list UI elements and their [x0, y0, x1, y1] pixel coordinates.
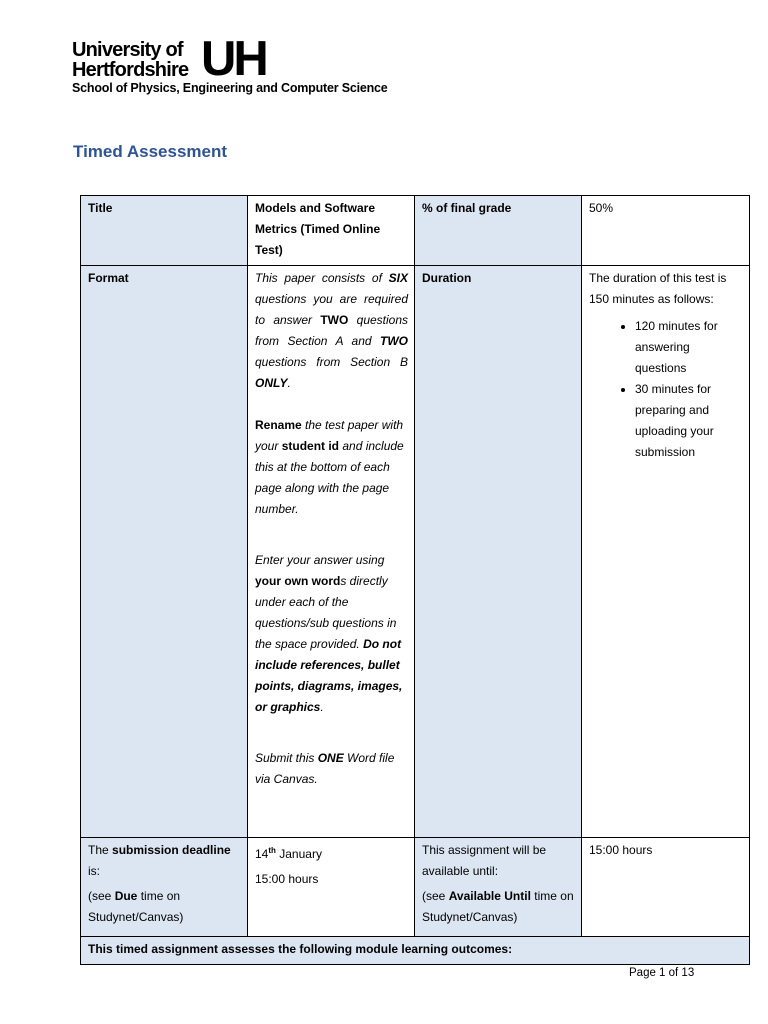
university-name: [72, 40, 188, 80]
availability-label: This assignment will be available until: (see Available Until time on Studynet/Canvas): [415, 838, 582, 937]
school-name: School of Physics, Engineering and Computer Science: [72, 81, 388, 95]
format-paragraph-3: Enter your answer using your own words directly under each of the questions/sub questions in the space provided. Do not include references, bullet points, diagrams, images, or graphics.: [255, 553, 403, 714]
university-name-line2: Hertfordshire: [72, 59, 189, 81]
deadline-value: 14th January 15:00 hours: [248, 838, 415, 937]
duration-details: [582, 266, 750, 838]
title-value: Models and Software Metrics (Timed Online Test): [248, 196, 415, 266]
title-label: Title: [81, 196, 248, 266]
duration-list: [589, 316, 743, 463]
table-row-outcomes: [81, 937, 750, 965]
format-paragraph-4: Submit this ONE Word file via Canvas.: [255, 751, 395, 786]
table-row-deadline: [81, 838, 750, 937]
format-paragraph-2: Rename the test paper with your student id and include this at the bottom of each page along with the page number.: [255, 418, 404, 516]
table-row-format: [81, 266, 750, 838]
learning-outcomes-heading: This timed assignment assesses the following module learning outcomes:: [81, 937, 750, 965]
availability-value: 15:00 hours: [582, 838, 750, 937]
page-title: Timed Assessment: [73, 142, 228, 161]
page-number: Page 1 of 13: [629, 967, 695, 979]
format-paragraph-1: This paper consists of SIX questions you are required to answer TWO questions from Section A and TWO questions from Section B ONLY.: [255, 271, 409, 390]
grade-label: % of final grade: [415, 196, 582, 266]
duration-intro: The duration of this test is 150 minutes as follows:: [589, 271, 727, 306]
university-logo: [72, 32, 372, 86]
grade-value: 50%: [582, 196, 750, 266]
format-label: Format: [81, 266, 248, 838]
uh-logo-mark: UH: [201, 32, 266, 86]
university-name-line1: University of: [72, 39, 183, 61]
list-item: • 120 minutes for answering questions: [635, 316, 743, 379]
table-row-title: [81, 196, 750, 266]
assessment-info-table: [80, 195, 750, 965]
list-item: • 30 minutes for preparing and uploading your submission: [635, 379, 743, 463]
format-description: [248, 266, 415, 838]
duration-label: Duration: [415, 266, 582, 838]
deadline-label: The submission deadline is: (see Due time on Studynet/Canvas): [81, 838, 248, 937]
